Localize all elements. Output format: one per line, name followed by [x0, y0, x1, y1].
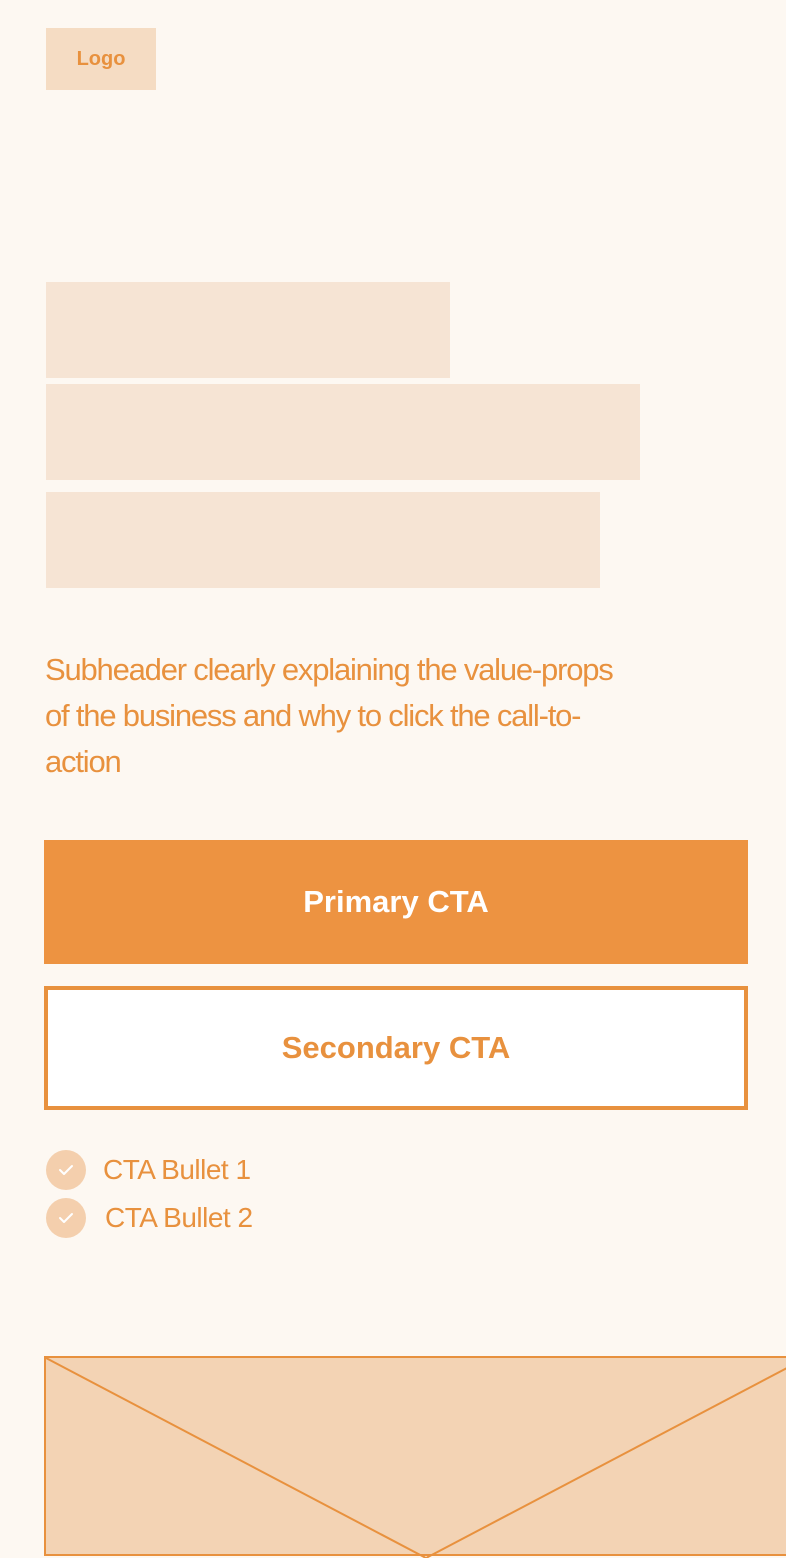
subheader: Subheader clearly explaining the value-props of the business and why to click the call-to-action: [45, 652, 613, 779]
headline-placeholder-line-2: [46, 384, 640, 480]
logo[interactable]: Logo: [46, 28, 156, 90]
primary-cta-button[interactable]: Primary CTA: [44, 840, 748, 964]
hero-image-placeholder: [44, 1356, 786, 1556]
check-icon: [46, 1150, 86, 1190]
headline-placeholder-line-3: [46, 492, 600, 588]
cta-bullet-label: CTA Bullet 2: [105, 1202, 253, 1233]
secondary-cta-button[interactable]: Secondary CTA: [44, 986, 748, 1110]
cta-bullet-1: [46, 1150, 251, 1190]
image-placeholder-icon: [46, 1358, 786, 1558]
check-icon: [46, 1198, 86, 1238]
cta-bullet-label: CTA Bullet 1: [103, 1154, 251, 1185]
cta-bullet-2: [46, 1198, 253, 1238]
headline-placeholder-line-1: [46, 282, 450, 378]
